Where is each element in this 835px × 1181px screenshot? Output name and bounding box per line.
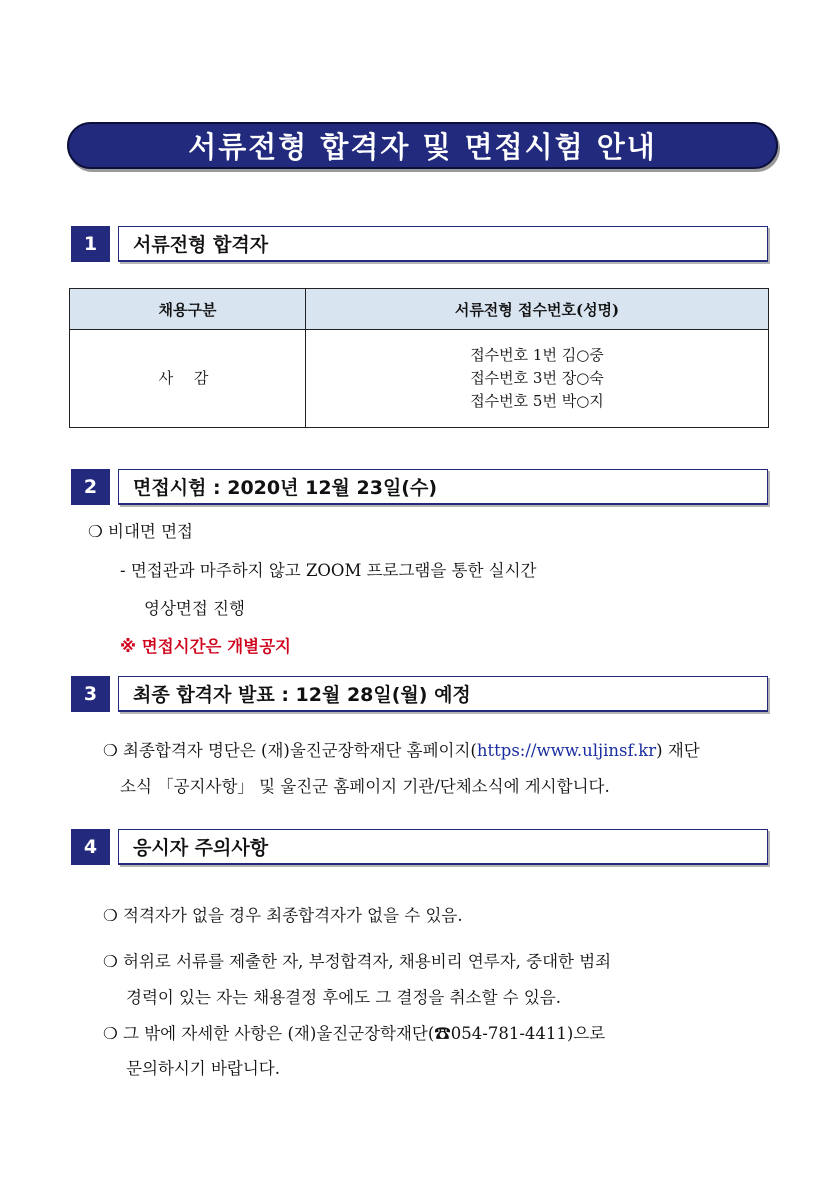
section-title: 서류전형 합격자	[118, 226, 768, 262]
caution-item: 문의하시기 바랍니다.	[126, 1059, 280, 1078]
section-title: 면접시험 : 2020년 12월 23일(수)	[118, 469, 768, 505]
table-row	[70, 330, 769, 428]
final-line: 소식 「공지사항」 및 울진군 홈페이지 기관/단체소식에 게시합니다.	[120, 777, 610, 796]
section-1-header	[71, 226, 768, 262]
caution-item: ❍ 허위로 서류를 제출한 자, 부정합격자, 채용비리 연루자, 중대한 범죄	[103, 952, 612, 971]
table-cell-entries	[306, 330, 769, 428]
interview-bullet: ❍ 비대면 면접	[88, 522, 193, 541]
page-title-banner	[67, 122, 778, 169]
section-title: 응시자 주의사항	[118, 829, 768, 865]
interview-line: 영상면접 진행	[144, 599, 245, 618]
entry: 접수번호 5번 박○지	[470, 392, 604, 410]
final-line	[103, 737, 700, 761]
section-title: 최종 합격자 발표 : 12월 28일(월) 예정	[118, 676, 768, 712]
section-number: 2	[71, 469, 110, 505]
final-text: ❍ 최종합격자 명단은 (재)울진군장학재단 홈페이지(	[103, 741, 477, 760]
caution-item: ❍ 적격자가 없을 경우 최종합격자가 없을 수 있음.	[103, 906, 463, 925]
page-title: 서류전형 합격자 및 면접시험 안내	[188, 130, 657, 164]
section-number: 4	[71, 829, 110, 865]
caution-item: ❍ 그 밖에 자세한 사항은 (재)울진군장학재단(☎054-781-4411)으로	[103, 1024, 606, 1043]
final-text: ) 재단	[656, 741, 700, 760]
entry: 접수번호 1번 김○중	[470, 346, 604, 364]
interview-notice: ※ 면접시간은 개별공지	[120, 637, 291, 656]
table-header: 서류전형 접수번호(성명)	[306, 289, 769, 330]
table-header-row	[70, 289, 769, 330]
interview-line: - 면접관과 마주하지 않고 ZOOM 프로그램을 통한 실시간	[120, 561, 537, 580]
section-2-header	[71, 469, 768, 505]
table-cell-category: 사 감	[70, 330, 306, 428]
section-4-header	[71, 829, 768, 865]
section-number: 1	[71, 226, 110, 262]
caution-item: 경력이 있는 자는 채용결정 후에도 그 결정을 취소할 수 있음.	[126, 988, 561, 1007]
section-number: 3	[71, 676, 110, 712]
table-header: 채용구분	[70, 289, 306, 330]
result-table	[69, 288, 769, 428]
section-3-header	[71, 676, 768, 712]
homepage-link[interactable]: https://www.uljinsf.kr	[476, 741, 657, 760]
entry: 접수번호 3번 장○숙	[470, 369, 604, 387]
